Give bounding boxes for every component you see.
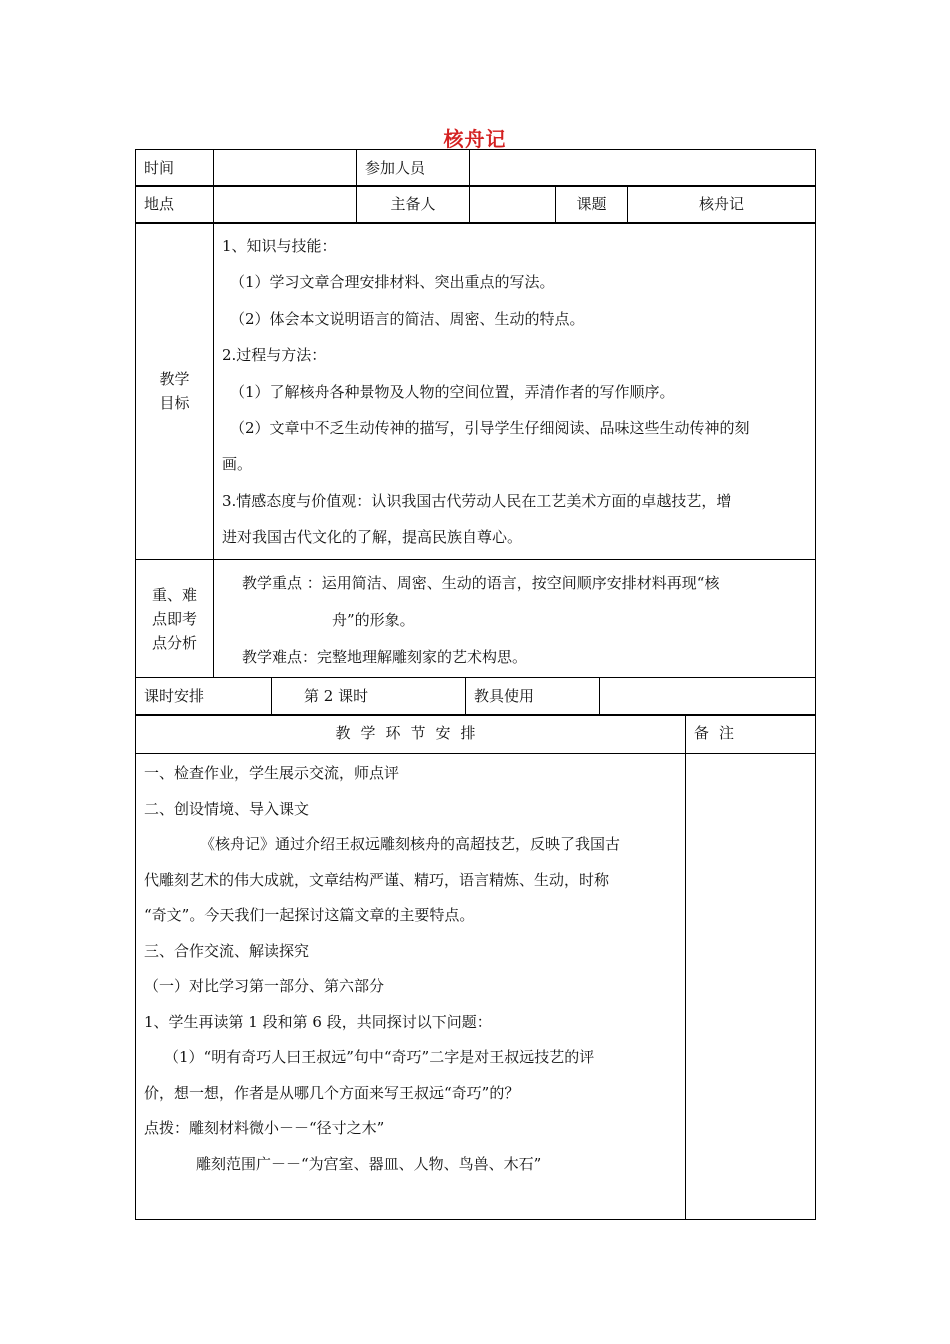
place-label-cell bbox=[136, 186, 214, 224]
schedule-row bbox=[135, 677, 816, 716]
lead-value bbox=[470, 186, 555, 222]
arrangement-line: 一、检查作业，学生展示交流，师点评 bbox=[144, 764, 400, 782]
objective-line: （1）学习文章合理安排材料、突出重点的写法。 bbox=[230, 273, 555, 292]
arrangement-line: “奇文”。今天我们一起探讨这篇文章的主要特点。 bbox=[144, 906, 475, 924]
participants-value-cell bbox=[470, 150, 816, 187]
lead-label-cell bbox=[357, 186, 470, 224]
key-point-line: 教学重点 ：运用简洁、周密、生动的语言，按空间顺序安排材料再现“核 bbox=[242, 574, 720, 592]
tools-value bbox=[600, 678, 815, 714]
objectives-label-cell bbox=[136, 223, 214, 560]
objectives-label-line2: 目标 bbox=[159, 394, 190, 412]
participants-label-cell bbox=[357, 150, 470, 187]
key-points-label-line3: 点分析 bbox=[151, 633, 197, 652]
lead-value-cell bbox=[470, 186, 556, 224]
document-title: 核舟记 bbox=[443, 127, 507, 151]
arrangement-line: （1）“明有奇巧人曰王叔远”句中“奇巧”二字是对王叔远技艺的评 bbox=[164, 1048, 595, 1066]
tools-value-cell bbox=[600, 678, 816, 716]
objective-line: 画。 bbox=[222, 455, 253, 474]
schedule-label: 课时安排 bbox=[144, 687, 205, 705]
arrangement-line: 1、学生再读第 1 段和第 6 段，共同探讨以下问题： bbox=[144, 1012, 492, 1031]
time-label-cell bbox=[136, 150, 214, 187]
key-points-label-cell bbox=[136, 560, 214, 678]
place-value bbox=[214, 186, 356, 222]
key-points-label-line2: 点即考 bbox=[151, 609, 197, 628]
arrangement-header-cell bbox=[136, 715, 686, 754]
arrangement-line: 点拨：雕刻材料微小－－“径寸之木” bbox=[144, 1119, 385, 1137]
tools-label: 教具使用 bbox=[474, 687, 535, 705]
schedule-value: 第 2 课时 bbox=[304, 687, 369, 705]
place-row bbox=[135, 185, 816, 224]
objective-line: 3.情感态度与价值观：认识我国古代劳动人民在工艺美术方面的卓越技艺，增 bbox=[222, 491, 732, 510]
schedule-value-cell bbox=[272, 678, 466, 716]
arrangement-line: 《核舟记》通过介绍王叔远雕刻核舟的高超技艺，反映了我国古 bbox=[200, 835, 621, 853]
objective-line: 2.过程与方法： bbox=[222, 346, 327, 365]
participants-label: 参加人员 bbox=[365, 159, 426, 177]
tools-label-cell bbox=[466, 678, 600, 716]
key-points-label-line1: 重、难 bbox=[151, 585, 197, 604]
key-points-content bbox=[214, 560, 816, 678]
arrangement-header: 教学环节安排 bbox=[335, 724, 486, 742]
key-point-line: 舟”的形象。 bbox=[332, 611, 415, 629]
topic-label-cell bbox=[556, 186, 628, 224]
objective-line: 进对我国古代文化的了解，提高民族自尊心。 bbox=[222, 528, 523, 547]
time-label: 时间 bbox=[144, 159, 175, 177]
objective-line: 1、知识与技能： bbox=[222, 237, 337, 255]
notes-content bbox=[686, 754, 816, 1220]
objectives-label-line1: 教学 bbox=[159, 370, 190, 388]
time-value-cell bbox=[214, 150, 357, 187]
arrangement-content bbox=[136, 754, 686, 1220]
topic-label: 课题 bbox=[576, 195, 607, 213]
time-row bbox=[135, 149, 816, 187]
schedule-label-cell bbox=[136, 678, 272, 716]
arrangement-line: （一）对比学习第一部分、第六部分 bbox=[144, 977, 385, 995]
time-value bbox=[214, 150, 356, 186]
arrangement-line: 价，想一想，作者是从哪几个方面来写王叔远“奇巧”的？ bbox=[144, 1083, 520, 1102]
arrangement-line: 代雕刻艺术的伟大成就，文章结构严谨、精巧，语言精炼、生动，时称 bbox=[144, 870, 610, 889]
topic-value-cell bbox=[628, 186, 816, 224]
notes-header-cell bbox=[686, 715, 816, 754]
topic-value: 核舟记 bbox=[698, 195, 744, 213]
objectives-table bbox=[135, 222, 816, 678]
arrangement-line: 二、创设情境、导入课文 bbox=[144, 799, 310, 818]
place-label: 地点 bbox=[144, 195, 175, 213]
participants-value bbox=[470, 150, 815, 186]
arrangement-line: 三、合作交流、解读探究 bbox=[144, 941, 310, 960]
notes-header: 备注 bbox=[694, 724, 745, 742]
place-value-cell bbox=[214, 186, 357, 224]
objectives-content bbox=[214, 223, 816, 560]
objective-line: （1）了解核舟各种景物及人物的空间位置，弄清作者的写作顺序。 bbox=[230, 382, 675, 401]
lead-label: 主备人 bbox=[390, 195, 436, 213]
arrangement-line: 雕刻范围广－－“为宫室、器皿、人物、鸟兽、木石” bbox=[196, 1154, 542, 1173]
arrangement-table bbox=[135, 714, 816, 1220]
objective-line: （2）体会本文说明语言的简洁、周密、生动的特点。 bbox=[230, 309, 585, 328]
key-point-line: 教学难点：完整地理解雕刻家的艺术构思。 bbox=[242, 648, 528, 666]
objective-line: （2）文章中不乏生动传神的描写，引导学生仔细阅读、品味这些生动传神的刻 bbox=[230, 418, 750, 437]
